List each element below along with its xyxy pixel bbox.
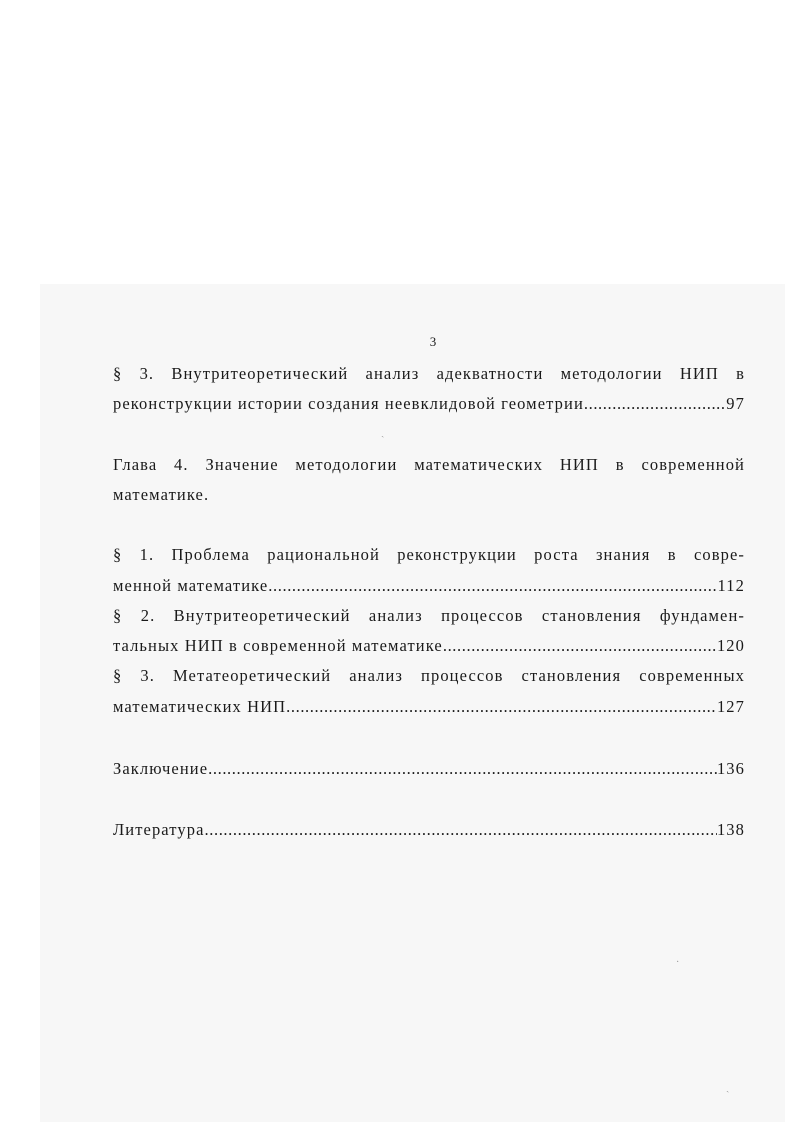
- toc-entry-s1-line2: [113, 573, 745, 599]
- toc-chapter-4-line2: математике.: [113, 485, 210, 504]
- dot-leader: [205, 817, 717, 843]
- dot-leader: [443, 633, 717, 659]
- dot-leader: [208, 756, 717, 782]
- toc-entry-conclusion: [113, 756, 745, 782]
- toc-entry-s3-line2: [113, 694, 745, 720]
- dot-leader: [268, 573, 717, 599]
- page-number: 3: [429, 334, 437, 349]
- toc-entry-title: реконструкции истории создания неевклидовой геометрии: [113, 394, 584, 413]
- toc-entry-ch3-s3-line1: § 3. Внутритеоретический анализ адекватности методологии НИП в: [113, 364, 745, 383]
- toc-entry-title: тальных НИП в современной математике: [113, 636, 443, 655]
- scan-speck: ˏ: [381, 427, 385, 438]
- toc-entry-literature: [113, 817, 745, 843]
- toc-page-number: 138: [716, 820, 745, 839]
- toc-entry-s3-line1: § 3. Метатеоретический анализ процессов становления современных: [113, 666, 745, 685]
- scan-speck: ˏ: [726, 1082, 730, 1093]
- dot-leader: [584, 391, 726, 417]
- dot-leader: [286, 694, 717, 720]
- toc-entry-s2-line1: § 2. Внутритеоретический анализ процессов становления фундамен-: [113, 606, 745, 625]
- toc-entry-title: менной математике: [113, 576, 269, 595]
- scan-speck: ·: [676, 957, 680, 968]
- toc-page-number: 112: [717, 576, 745, 595]
- toc-entry-ch3-s3-line2: [113, 391, 745, 417]
- toc-chapter-4-line1: Глава 4. Значение методологии математических НИП в современной: [113, 455, 745, 474]
- toc-entry-title: Заключение: [113, 759, 209, 778]
- toc-entry-s1-line1: § 1. Проблема рациональной реконструкции роста знания в совре-: [113, 545, 745, 564]
- toc-page-number: 97: [726, 394, 745, 413]
- toc-entry-s2-line2: [113, 633, 745, 659]
- toc-page-number: 136: [716, 759, 745, 778]
- toc-page-number: 120: [716, 636, 745, 655]
- toc-entry-title: Литература: [113, 820, 205, 839]
- toc-page-number: 127: [716, 697, 745, 716]
- toc-entry-title: математических НИП: [113, 697, 287, 716]
